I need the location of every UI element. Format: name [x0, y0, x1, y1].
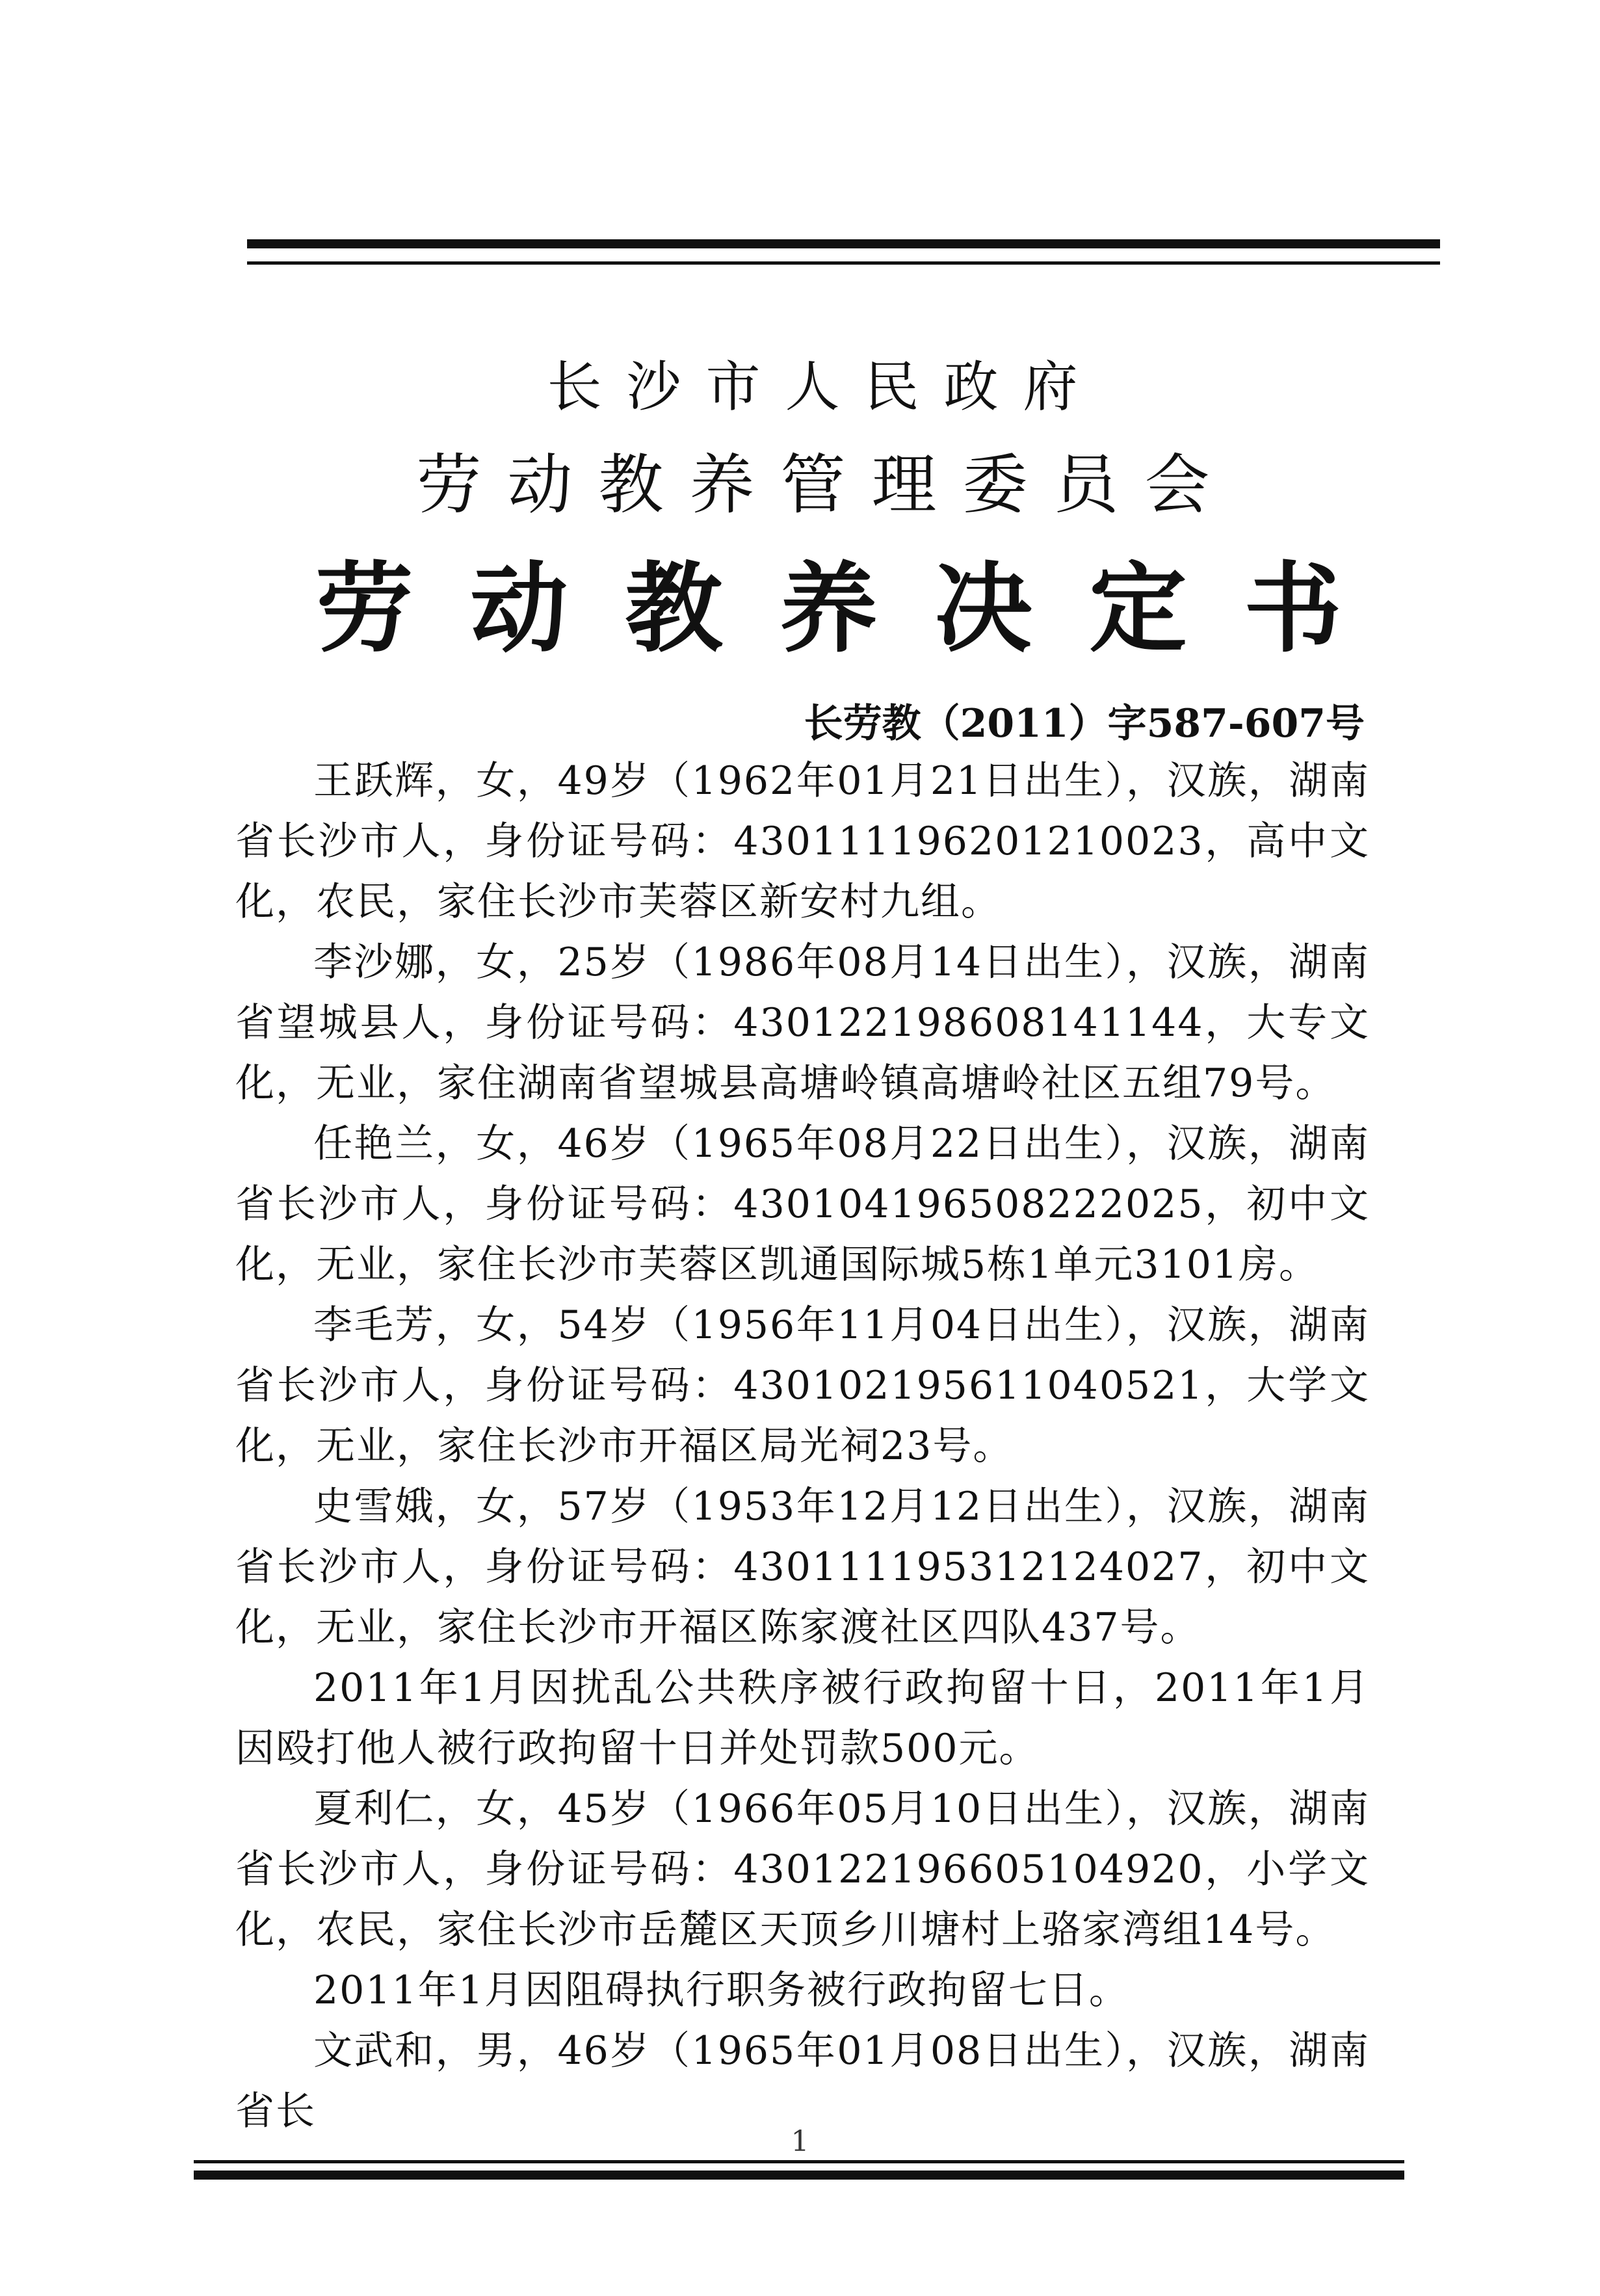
paragraph-record-6: 2011年1月因阻碍执行职务被行政拘留七日。: [313, 1968, 1129, 2013]
document-title: 劳动教养决定书: [315, 551, 1399, 666]
top-rule-thin-line: [247, 261, 1440, 265]
paragraph-person-3: 任艳兰，女，46岁（1965年08月22日出生），汉族，湖南省长沙市人，身份证号码：430104196508222025，初中文化，无业，家住长沙市芙蓉区凯通国际城5栋1单元3101房。: [235, 1121, 1370, 1287]
top-double-rule: [247, 239, 1440, 272]
bottom-rule-thin-line: [194, 2160, 1404, 2163]
bottom-double-rule: [194, 2160, 1404, 2193]
committee-name: 劳动教养管理委员会: [416, 447, 1236, 523]
government-name: 长沙市人民政府: [547, 355, 1103, 419]
paragraph-person-1: 王跃辉，女，49岁（1962年01月21日出生），汉族，湖南省长沙市人，身份证号码：430111196201210023，高中文化，农民，家住长沙市芙蓉区新安村九组。: [235, 758, 1370, 925]
page-number: 1: [791, 2125, 809, 2158]
top-rule-thick-line: [247, 239, 1440, 248]
document-body: [235, 751, 1370, 2142]
paragraph-person-4: 李毛芳，女，54岁（1956年11月04日出生），汉族，湖南省长沙市人，身份证号码：430102195611040521，大学文化，无业，家住长沙市开福区局光祠23号。: [235, 1302, 1370, 1469]
bottom-rule-thick-line: [194, 2171, 1404, 2180]
paragraph-person-2: 李沙娜，女，25岁（1986年08月14日出生），汉族，湖南省望城县人，身份证号码：430122198608141144，大专文化，无业，家住湖南省望城县高塘岭镇高塘岭社区五组79号。: [235, 940, 1370, 1106]
paragraph-record-5: 2011年1月因扰乱公共秩序被行政拘留十日，2011年1月因殴打他人被行政拘留十日并处罚款500元。: [235, 1665, 1370, 1771]
paragraph-person-5: 史雪娥，女，57岁（1953年12月12日出生），汉族，湖南省长沙市人，身份证号码：430111195312124027，初中文化，无业，家住长沙市开福区陈家渡社区四队437号。: [235, 1484, 1370, 1650]
document-number: 长劳教（2011）字587-607号: [804, 701, 1365, 746]
paragraph-person-7: 文武和，男，46岁（1965年01月08日出生），汉族，湖南省长: [235, 2028, 1370, 2134]
paragraph-person-6: 夏利仁，女，45岁（1966年05月10日出生），汉族，湖南省长沙市人，身份证号码：430122196605104920，小学文化，农民，家住长沙市岳麓区天顶乡川塘村上骆家湾组14号。: [235, 1786, 1370, 1953]
